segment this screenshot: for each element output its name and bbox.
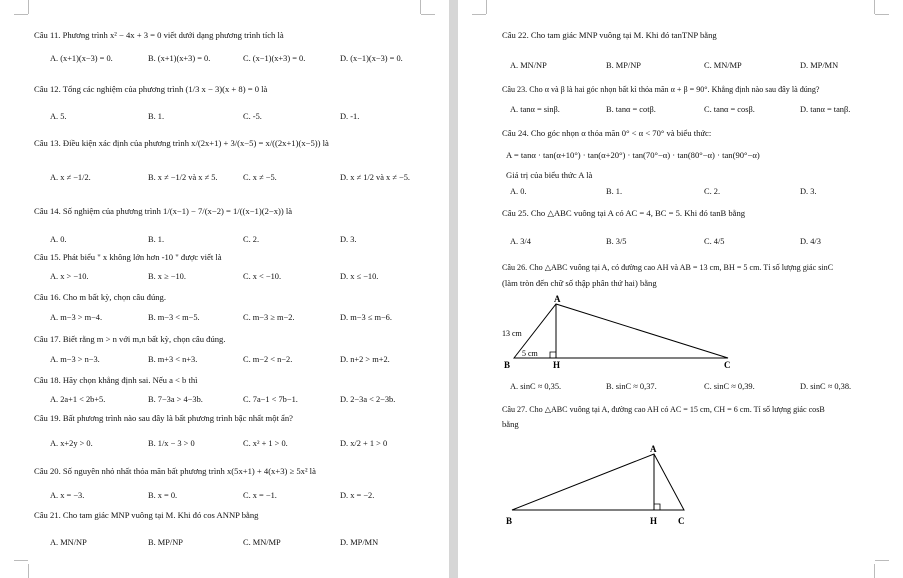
vertex-c-label: C (678, 516, 685, 526)
triangle-figure-27 (504, 440, 704, 532)
crop-mark (28, 564, 29, 578)
option-d[interactable]: D. tanα = tanβ. (800, 105, 851, 114)
question-14: Câu 14. Số nghiệm của phương trình 1/(x−1) − 7/(x−2) = 1/((x−1)(2−x)) là (34, 206, 293, 216)
option-a[interactable]: A. sinC ≈ 0,35. (510, 382, 562, 391)
vertex-b-label: B (506, 516, 513, 526)
option-b[interactable]: B. (x+1)(x+3) = 0. (148, 54, 211, 63)
option-b[interactable]: B. x = 0. (148, 491, 178, 500)
question-24: Câu 24. Cho góc nhọn α thỏa mãn 0° < α < 70° và biểu thức: (502, 128, 712, 138)
option-b[interactable]: B. 1. (606, 187, 623, 196)
crop-mark (874, 564, 875, 578)
option-b[interactable]: B. m−3 < m−5. (148, 313, 200, 322)
question-12: Câu 12. Tổng các nghiệm của phương trình (1/3 x − 3)(x + 8) = 0 là (34, 84, 268, 94)
option-a[interactable]: A. tanα = sinβ. (510, 105, 560, 114)
vertex-c-label: C (724, 360, 731, 370)
crop-mark (14, 14, 28, 15)
option-b[interactable]: B. 1. (148, 235, 165, 244)
option-b[interactable]: B. 3/5 (606, 237, 627, 246)
vertex-a-label: A (650, 444, 657, 454)
vertex-h-label: H (553, 360, 561, 370)
question-24-sub: Giá trị của biểu thức A là (506, 170, 593, 180)
option-d[interactable]: D. -1. (340, 112, 360, 121)
option-a[interactable]: A. x+2y > 0. (50, 439, 93, 448)
option-d[interactable]: D. m−3 ≤ m−6. (340, 313, 392, 322)
option-d[interactable]: D. 3. (340, 235, 357, 244)
option-c[interactable]: C. MN/MP (704, 61, 742, 70)
expression-a: A = tanα · tan(α+10°) · tan(α+20°) · tan(70°−α) · tan(80°−α) · tan(90°−α) (506, 150, 760, 160)
question-22: Câu 22. Cho tam giác MNP vuông tại M. Khi đó tanTNP bằng (502, 30, 717, 40)
vertex-b-label: B (504, 360, 511, 370)
option-d[interactable]: D. 4/3 (800, 237, 821, 246)
crop-mark (421, 14, 435, 15)
vertex-h-label: H (650, 516, 658, 526)
crop-mark (874, 0, 875, 14)
crop-mark (875, 14, 889, 15)
option-c[interactable]: C. m−2 < n−2. (243, 355, 293, 364)
question-21: Câu 21. Cho tam giác MNP vuông tại M. Khi đó cos ANNP bằng (34, 510, 259, 520)
option-c[interactable]: C. (x−1)(x+3) = 0. (243, 54, 306, 63)
option-a[interactable]: A. x > −10. (50, 272, 89, 281)
segment-bh-label: 5 cm (522, 349, 538, 358)
question-19: Câu 19. Bất phương trình nào sau đây là bất phương trình bậc nhất một ẩn? (34, 413, 293, 423)
right-page (458, 0, 903, 578)
option-c[interactable]: C. -5. (243, 112, 262, 121)
option-c[interactable]: C. 2. (704, 187, 721, 196)
question-25: Câu 25. Cho △ABC vuông tại A có AC = 4, BC = 5. Khi đó tanB bằng (502, 208, 746, 218)
option-c[interactable]: C. tanα = cosβ. (704, 105, 755, 114)
question-20: Câu 20. Số nguyên nhỏ nhất thỏa mãn bất phương trình x(5x+1) + 4(x+3) ≥ 5x² là (34, 466, 316, 476)
question-26: Câu 26. Cho △ABC vuông tại A, có đường cao AH và AB = 13 cm, BH = 5 cm. Tỉ số lượng giác sinC (502, 263, 834, 272)
option-a[interactable]: A. m−3 > n−3. (50, 355, 100, 364)
crop-mark (486, 0, 487, 14)
option-b[interactable]: B. MP/NP (148, 538, 183, 547)
crop-mark (472, 14, 486, 15)
crop-mark (14, 560, 28, 561)
option-a[interactable]: A. 2a+1 < 2b+5. (50, 395, 106, 404)
option-a[interactable]: A. 0. (50, 235, 67, 244)
question-27-sub: bằng (502, 419, 519, 429)
option-b[interactable]: B. 7−3a > 4−3b. (148, 395, 203, 404)
option-d[interactable]: D. x ≤ −10. (340, 272, 379, 281)
option-a[interactable]: A. MN/NP (50, 538, 87, 547)
option-c[interactable]: C. 7a−1 < 7b−1. (243, 395, 298, 404)
option-a[interactable]: A. (x+1)(x−3) = 0. (50, 54, 113, 63)
option-c[interactable]: C. 4/5 (704, 237, 725, 246)
option-a[interactable]: A. 3/4 (510, 237, 531, 246)
question-11: Câu 11. Phương trình x² − 4x + 3 = 0 viết dưới dạng phương trình tích là (34, 30, 284, 40)
option-a[interactable]: A. MN/NP (510, 61, 547, 70)
question-18: Câu 18. Hãy chọn khẳng định sai. Nếu a < b thì (34, 375, 198, 385)
left-page (0, 0, 449, 578)
option-b[interactable]: B. x ≥ −10. (148, 272, 186, 281)
option-b[interactable]: B. MP/NP (606, 61, 641, 70)
question-26-sub: (làm tròn đến chữ số thập phân thứ hai) bằng (502, 278, 657, 288)
option-a[interactable]: A. x ≠ −1/2. (50, 173, 91, 182)
crop-mark (875, 560, 889, 561)
option-c[interactable]: C. 2. (243, 235, 260, 244)
option-c[interactable]: C. MN/MP (243, 538, 281, 547)
crop-mark (28, 0, 29, 14)
option-a[interactable]: A. m−3 > m−4. (50, 313, 103, 322)
option-d[interactable]: D. MP/MN (800, 61, 839, 70)
option-d[interactable]: D. x ≠ 1/2 và x ≠ −5. (340, 173, 410, 182)
option-d[interactable]: D. MP/MN (340, 538, 379, 547)
option-d[interactable]: D. x = −2. (340, 491, 375, 500)
option-b[interactable]: B. tanα = cotβ. (606, 105, 656, 114)
question-15: Câu 15. Phát biểu " x không lớn hơn -10 " được viết là (34, 252, 222, 262)
option-b[interactable]: B. m+3 < n+3. (148, 355, 198, 364)
crop-mark (420, 0, 421, 14)
option-c[interactable]: C. m−3 ≥ m−2. (243, 313, 295, 322)
option-b[interactable]: B. 1/x − 3 > 0 (148, 439, 195, 448)
vertex-a-label: A (554, 294, 561, 304)
option-b[interactable]: B. 1. (148, 112, 165, 121)
question-27: Câu 27. Cho △ABC vuông tại A, đường cao AH có AC = 15 cm, CH = 6 cm. Tỉ số lượng giác cosB (502, 405, 825, 414)
option-b[interactable]: B. sinC ≈ 0,37. (606, 382, 657, 391)
option-d[interactable]: D. x/2 + 1 > 0 (340, 439, 388, 448)
option-c[interactable]: C. x ≠ −5. (243, 173, 277, 182)
option-c[interactable]: C. x < −10. (243, 272, 282, 281)
question-13: Câu 13. Điều kiện xác định của phương trình x/(2x+1) + 3/(x−5) = x/((2x+1)(x−5)) là (34, 138, 329, 148)
option-d[interactable]: D. 3. (800, 187, 817, 196)
question-23: Câu 23. Cho α và β là hai góc nhọn bất kì thỏa mãn α + β = 90°. Khẳng định nào sau đây là đúng? (502, 85, 820, 94)
option-d[interactable]: D. 2−3a < 2−3b. (340, 395, 396, 404)
option-a[interactable]: A. x = −3. (50, 491, 85, 500)
option-d[interactable]: D. (x−1)(x−3) = 0. (340, 54, 403, 63)
option-d[interactable]: D. n+2 > m+2. (340, 355, 390, 364)
option-a[interactable]: A. 0. (510, 187, 527, 196)
option-c[interactable]: C. sinC ≈ 0,39. (704, 382, 755, 391)
option-a[interactable]: A. 5. (50, 112, 67, 121)
triangle-figure-26 (498, 292, 738, 372)
question-16: Câu 16. Cho m bất kỳ, chọn câu đúng. (34, 292, 166, 302)
question-17: Câu 17. Biết rằng m > n với m,n bất kỳ, chọn câu đúng. (34, 334, 226, 344)
option-b[interactable]: B. x ≠ −1/2 và x ≠ 5. (148, 173, 218, 182)
option-c[interactable]: C. x² + 1 > 0. (243, 439, 288, 448)
option-d[interactable]: D. sinC ≈ 0,38. (800, 382, 852, 391)
side-ab-label: 13 cm (502, 329, 522, 338)
option-c[interactable]: C. x = −1. (243, 491, 277, 500)
